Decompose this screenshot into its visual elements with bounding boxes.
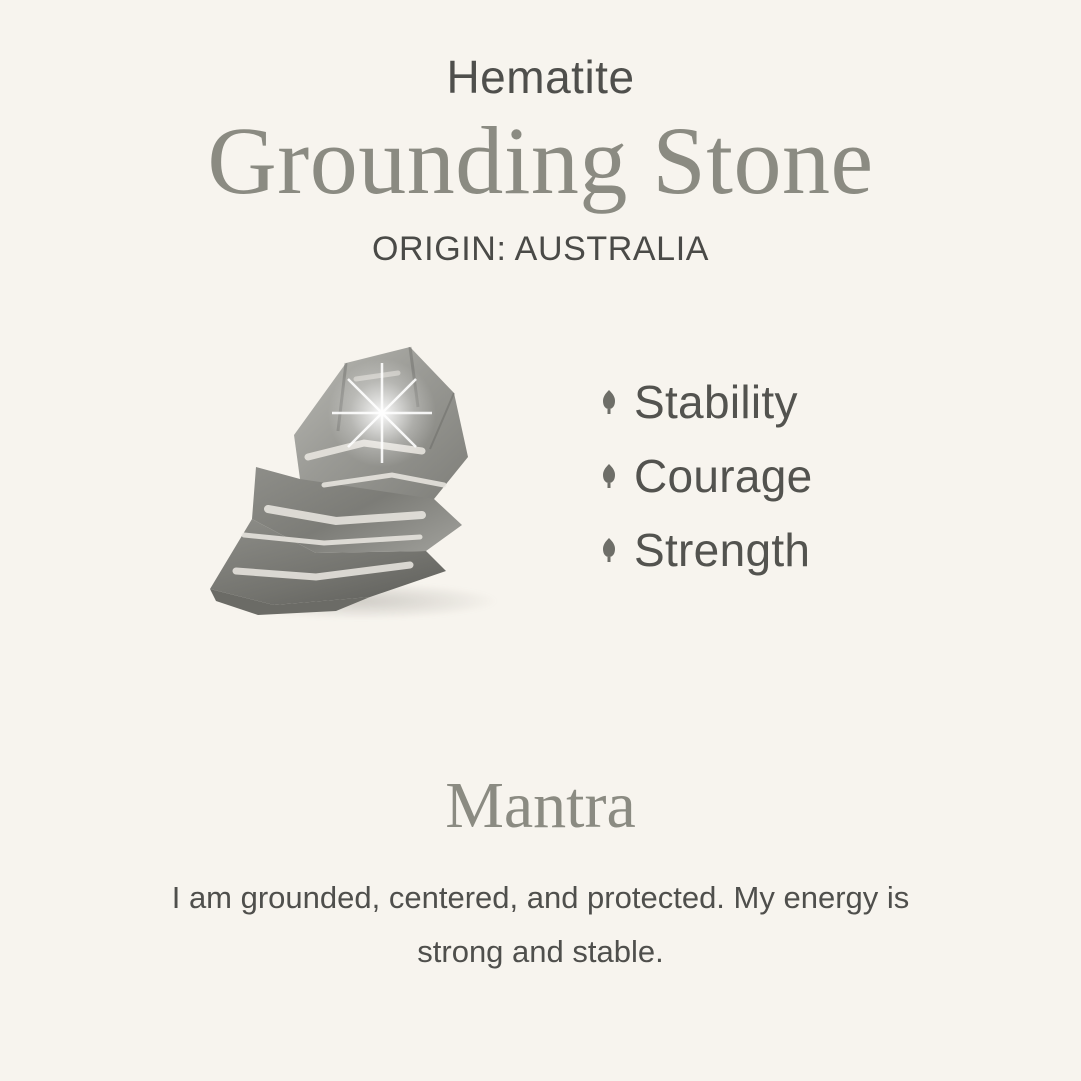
stone-icon	[196, 339, 536, 659]
illustration-and-properties	[0, 339, 1081, 699]
mantra-heading: Mantra	[445, 769, 636, 842]
property-label: Courage	[634, 450, 813, 503]
list-item	[600, 450, 813, 503]
hematite-stone-illustration	[196, 339, 536, 659]
properties-list	[600, 376, 813, 601]
page-title: Grounding Stone	[207, 106, 874, 214]
gem-bullet-icon	[600, 389, 618, 415]
list-item	[600, 376, 813, 429]
origin-label: ORIGIN: AUSTRALIA	[371, 230, 710, 269]
gem-bullet-icon	[600, 463, 618, 489]
mantra-section	[0, 770, 1081, 979]
property-label: Strength	[634, 524, 811, 577]
stone-name: Hematite	[446, 51, 635, 103]
mantra-text: I am grounded, centered, and protected. My energy is strong and stable.	[171, 879, 910, 969]
card-header	[0, 0, 1081, 269]
list-item	[600, 524, 813, 577]
property-label: Stability	[634, 376, 798, 429]
gem-bullet-icon	[600, 537, 618, 563]
